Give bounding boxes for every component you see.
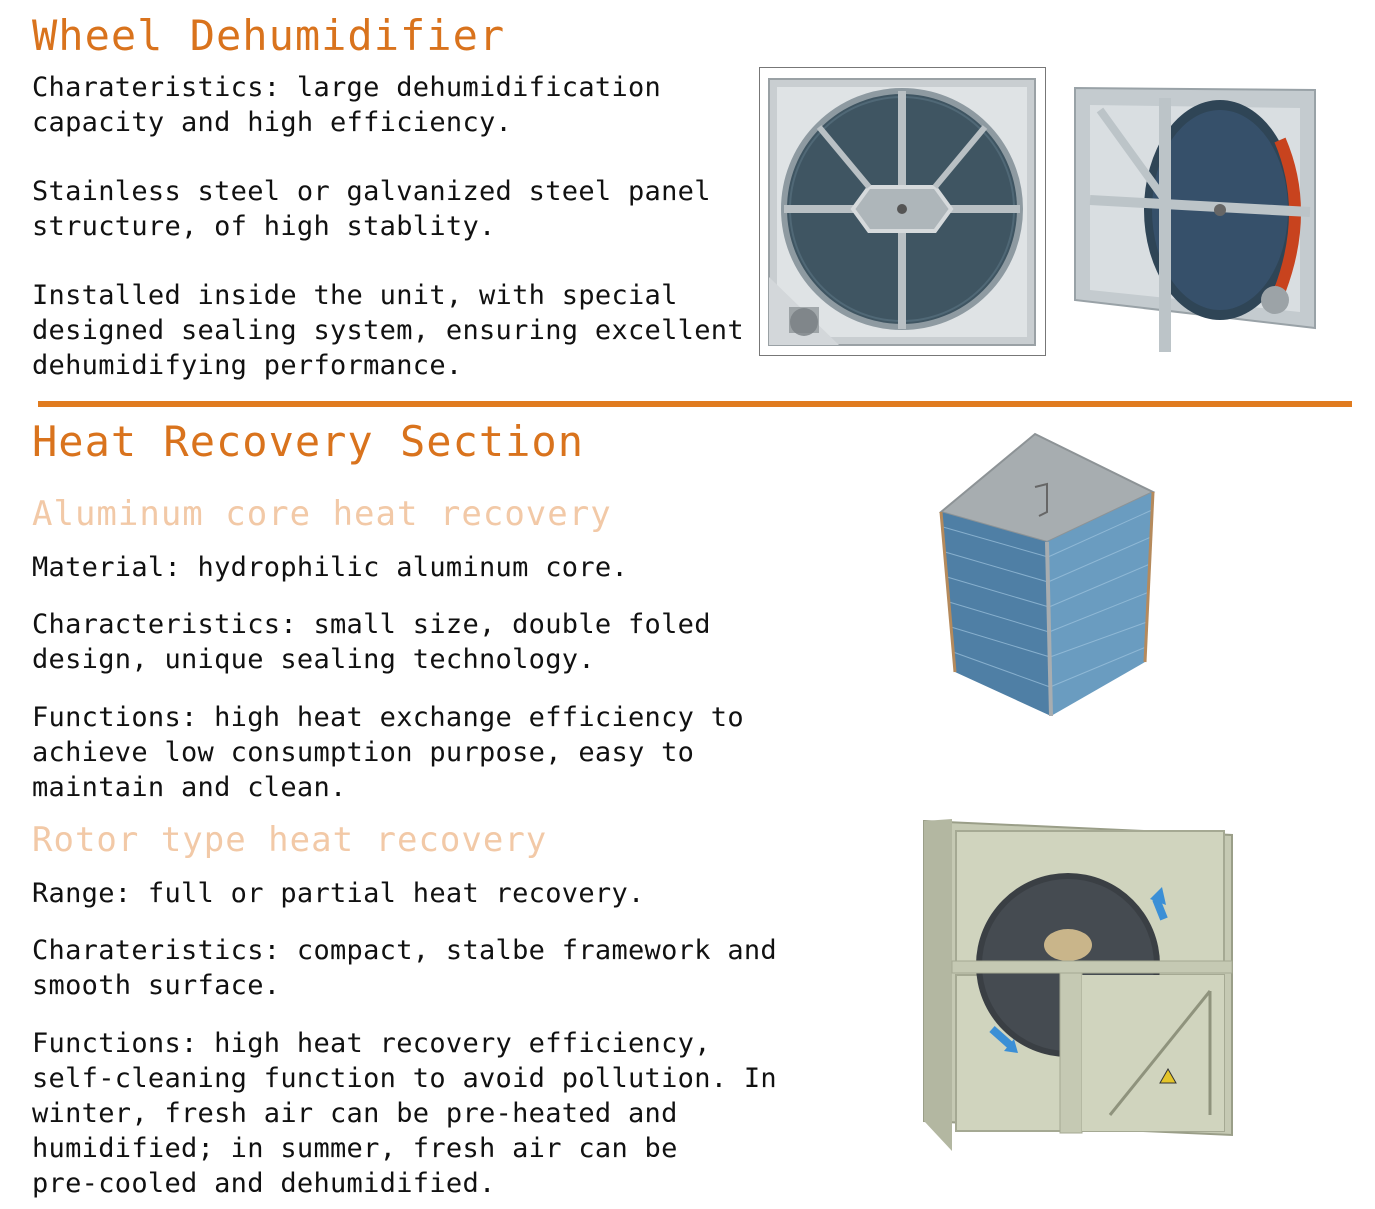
rotor-functions-text: Functions: high heat recovery efficiency, self-cleaning function to avoid pollution. In winter, fresh air can be pre-heated and humidified; in summer, fresh air can be pre-cooled and dehumidified. [32, 1028, 777, 1199]
rotor-heat-recovery-photo [920, 815, 1235, 1155]
wheel-structure-text: Stainless steel or galvanized steel panel structure, of high stablity. [32, 176, 711, 242]
wheel-dehumidifier-front-photo [759, 67, 1046, 356]
wheel-dehumidifier-title: Wheel Dehumidifier [32, 11, 506, 60]
aluminum-characteristics-text: Characteristics: small size, double foled design, unique sealing technology. [32, 609, 711, 675]
rotor-type-subtitle: Rotor type heat recovery [32, 820, 548, 860]
heat-recovery-title: Heat Recovery Section [32, 417, 585, 466]
section-divider [38, 401, 1352, 407]
wheel-installation-text: Installed inside the unit, with special designed sealing system, ensuring excellent dehumidifying performance. [32, 280, 744, 381]
rotor-range-text: Range: full or partial heat recovery. [32, 878, 645, 909]
wheel-characteristics-text: Charateristics: large dehumidification capacity and high efficiency. [32, 72, 662, 138]
aluminum-functions-text: Functions: high heat exchange efficiency to achieve low consumption purpose, easy to maintain and clean. [32, 702, 744, 803]
aluminum-core-subtitle: Aluminum core heat recovery [32, 494, 612, 534]
aluminum-material-text: Material: hydrophilic aluminum core. [32, 552, 628, 583]
wheel-dehumidifier-angled-photo [1070, 80, 1325, 360]
aluminum-core-photo [935, 432, 1157, 720]
rotor-characteristics-text: Charateristics: compact, stalbe framework and smooth surface. [32, 935, 777, 1001]
